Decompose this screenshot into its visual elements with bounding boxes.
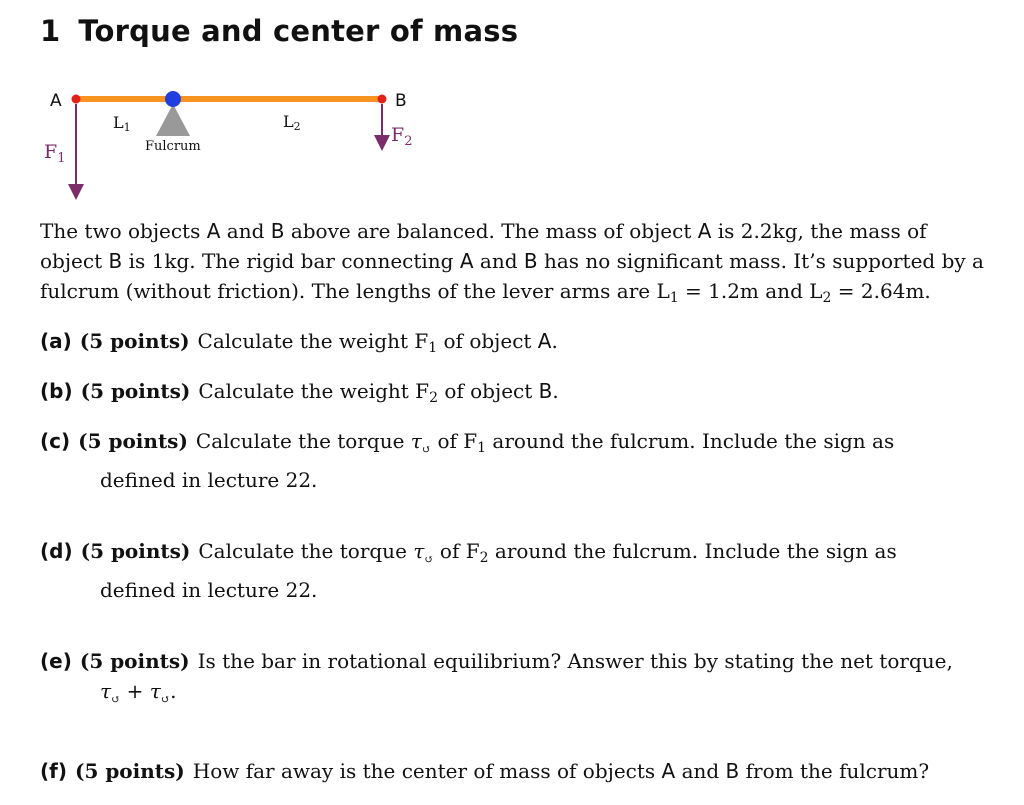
point-b: [378, 95, 387, 104]
label-b: B: [395, 91, 407, 111]
label-a: A: [50, 91, 62, 111]
section-title: Torque and center of mass: [78, 14, 519, 48]
question-d: (d) (5 points) Calculate the torque $\tau_↺$ of $F_2$ around the fulcrum. Include the sign as defined in lecture 22.: [40, 539, 897, 602]
label-f2: $F_2$: [391, 124, 413, 149]
question-e: (e) (5 points) Is the bar in rotational equilibrium? Answer this by stating the net torque, $\tau_↺ + \tau_↺$.: [40, 649, 953, 706]
lever-diagram: [0, 0, 1024, 210]
fulcrum-label: Fulcrum: [145, 139, 201, 154]
question-a: (a) (5 points) Calculate the weight $F_1$ of object A.: [40, 329, 558, 356]
pivot-point: [165, 91, 181, 107]
problem-intro: The two objects A and B above are balanced. The mass of object A is 2.2kg, the mass of object B is 1kg. The rigid bar connecting A and B has no significant mass. It’s supported by a fulcrum (without friction). The lengths of the lever arms are $L_1 = 1.2m$ and $L_2 = 2.64m$.: [40, 219, 984, 306]
label-f1: $F_1$: [44, 141, 66, 166]
question-c: (c) (5 points) Calculate the torque $\tau_↺$ of $F_1$ around the fulcrum. Include the sign as defined in lecture 22.: [40, 429, 895, 492]
label-l1: L1: [113, 113, 131, 134]
question-b: (b) (5 points) Calculate the weight $F_2$ of object B.: [40, 379, 559, 406]
question-f: (f) (5 points) How far away is the center of mass of objects A and B from the fulcrum?: [40, 759, 930, 783]
fulcrum-support: [156, 104, 190, 136]
point-a: [72, 95, 81, 104]
label-l2: L2: [283, 112, 301, 133]
section-number: 1: [40, 14, 61, 48]
